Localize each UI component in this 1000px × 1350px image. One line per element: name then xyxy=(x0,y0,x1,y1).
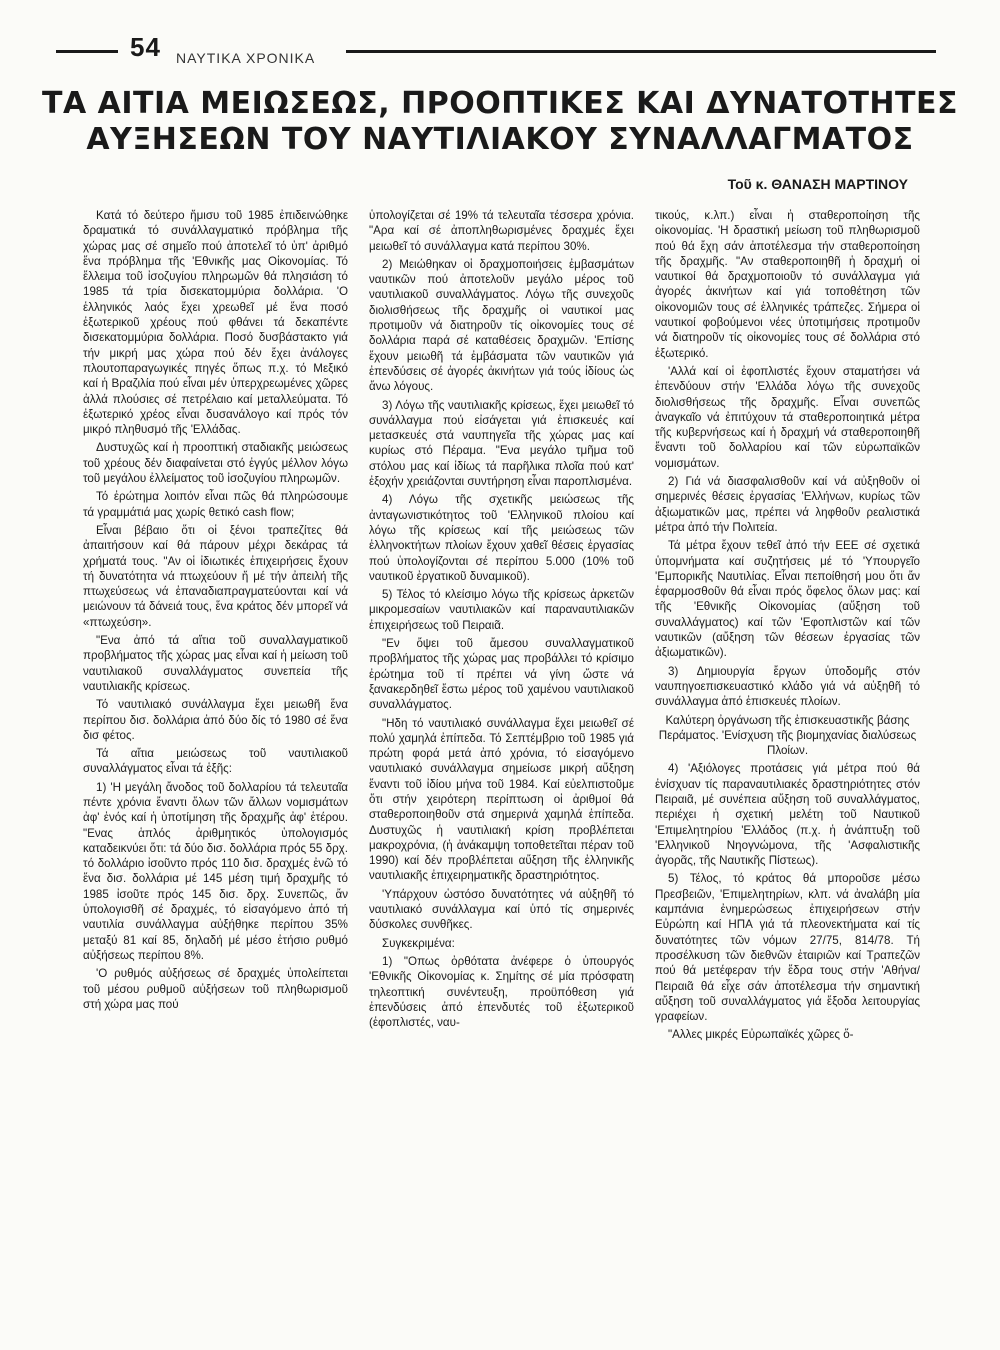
paragraph: Τό ναυτιλιακό συνάλλαγμα ἔχει μειωθῆ ἕνα περίπου δισ. δολλάρια ἀπό δύο δίς τό 1980 σέ ἕνα δισ φέτος. xyxy=(83,698,348,742)
paragraph: "Εν ὄψει τοῦ ἄμεσου συναλλαγματικοῦ προβλήματος τῆς χώρας μας προβάλλει τό κρίσιμο ἐρώτημα τοῦ τί πρέπει νά γίνη ὥστε νά ξανακερδηθεῖ ἔστω μέρος τοῦ χαμένου ναυτιλιακοῦ συναλλάγματος. xyxy=(369,637,634,712)
paragraph: 'Αλλά καί οἱ ἐφοπλιστές ἔχουν σταματήσει νά ἐπενδύουν στήν 'Ελλάδα λόγω τῆς συνεχοῦς διολισθήσεως τῆς δραχμῆς. Εἶναι συνεπῶς ἀναγκαῖο νά ἐπιτύχουν τά σταθεροποιητικά μέτρα τῆς κυβερνήσεως καί ἡ δραχμή νά σταθεροποιηθῆ ἔναντι τοῦ δολλαρίου καί τῶν εὐρωπαϊκῶν νομισμάτων. xyxy=(655,364,920,470)
paragraph: "Αλλες μικρές Εὐρωπαϊκές χῶρες ὅ- xyxy=(668,1028,854,1042)
header-rule-left xyxy=(56,50,118,53)
text-column-3 xyxy=(655,208,920,1333)
paragraph: 2) Γιά νά διασφαλισθοῦν καί νά αὐξηθοῦν οἱ σημερινές θέσεις ἐργασίας 'Ελλήνων, κυρίως τῶν ἀξιωματικῶν μας, πρέπει νά ληφθοῦν ρεαλιστικά μέτρα ἀπό τήν Πολιτεία. xyxy=(655,475,920,534)
paragraph: 1) "Οπως ὀρθότατα ἀνέφερε ὁ ὑπουργός 'Εθνικῆς Οἰκονομίας κ. Σημίτης σέ μία πρόσφατη τηλεοπτική συνέντευξη, προϋπόθεση γιά ἐπενδύσεις ἀπό ἐπενδυτές τοῦ ἐξωτερικοῦ (ἐφοπλιστές, ναυ- xyxy=(369,954,634,1030)
paragraph: "Ενα ἀπό τά αἴτια τοῦ συναλλαγματικοῦ προβλήματος τῆς χώρας μας εἶναι καί ἡ μείωση τοῦ ναυτιλιακοῦ συναλλάγματος συνεπεία τῆς ναυτιλιακῆς κρίσεως. xyxy=(83,634,348,693)
paragraph: ὑπολογίζεται σέ 19% τά τελευταῖα τέσσερα χρόνια. "Αρα καί σέ ἀποπληθωρισμένες δραχμές ἔχει μειωθεῖ τό συνάλλαγμα κατά περίπου 30%. xyxy=(369,209,634,253)
paragraph: 'Υπάρχουν ὡστόσο δυνατότητες νά αὐξηθῆ τό ναυτιλιακό συνάλλαγμα καί ὑπό τίς σημερινές δύσκολες συνθῆκες. xyxy=(369,887,634,932)
paragraph: Κατά τό δεύτερο ἥμισυ τοῦ 1985 ἐπιδεινώθηκε δραματικά τό συνάλλαγματικό πρόβλημα τῆς χώρας μας σέ σημεῖο πού ἀποτελεῖ τό ὑπ' ἀριθμό ἕνα πρόβλημα τῆς 'Εθνικῆς μας Οἰκονομίας. Τό ἔλλειμα τοῦ ἰσοζυγίου πληρωμῶν θά πλησιάση τό 1985 τά τρία δισεκατομμύρια δολλάρια. 'Ο ἑλληνικός λαός ἔχει χρεωθεῖ μέ ἕνα ποσό ἐξωτερικοῦ χρέους πού φθάνει τά δεκαπέντε δισεκατομμύρια δολλάρια. Ποσό δυσβάστακτο γιά τήν μικρή μας χώρα πού δέν ἔχει ἀνάλογες πλουτοπαραγωγικές πηγές ὅπως π.χ. τό Μεξικό καί ἡ Βραζιλία πού εἶναι μέν ὑπερχρεωμένες χῶρες ἀλλά πλούσιες σέ πετρέλαιο καί μεταλλεύματα. Τό ἐξωτερικό χρέος εἶναι δυσανάλογο καί πρός τόν μικρό πληθυσμό τῆς 'Ελλάδας. xyxy=(83,209,348,437)
paragraph: 4) 'Αξιόλογες προτάσεις γιά μέτρα πού θά ἐνίσχυαν τίς παραναυτιλιακές δραστηριότητες στόν Πειραιᾶ, μέ συνέπεια αὔξηση τοῦ συναλλάγματος, περιέχει ἡ σχετική μελέτη τοῦ Ναυτικοῦ 'Επιμελητηρίου 'Ελλάδος (π.χ. ἡ ἀνάπτυξη τοῦ 'Ελληνικοῦ Νηογνώμονα, τῆς 'Ασφαλιστικῆς ἀγορᾶς, τῆς Ναυτικῆς Πίστεως). xyxy=(655,762,920,868)
paragraph: 4) Λόγω τῆς σχετικῆς μειώσεως τῆς ἀνταγωνιστικότητος τοῦ 'Ελληνικοῦ πλοίου καί λόγω τῆς κρίσεως καί τῆς μειώσεως τῶν ἑλληνοκτήτων πλοίων ἔχουν χαθεῖ θέσεις ἐργασίας πού ὑπολογίζονται σέ περίπου 5.000 (10% τοῦ ναυτικοῦ ἐργατικοῦ δυναμικοῦ). xyxy=(369,493,634,583)
paragraph: Δυστυχῶς καί ἡ προοπτική σταδιακῆς μειώσεως τοῦ χρέους δέν διαφαίνεται στό ἐγγύς μέλλον λόγω τοῦ μεγάλου ἐλλείματος τοῦ ἰσοζυγίου πληρωμῶν. xyxy=(83,441,348,486)
paragraph: τικούς, κ.λπ.) εἶναι ἡ σταθεροποίηση τῆς οἰκονομίας. 'Η δραστική μείωση τοῦ πληθωρισμοῦ πού θά ἔχη σάν ἀποτέλεσμα τήν σταθεροποίηση τῆς δραχμῆς. "Αν σταθεροποιηθῆ ἡ δραχμή οἱ ναυτικοί θά δραχμοποιοῦν τό συνάλλαγμα γιά ἀγορές ἀκινήτων καί γιά τοποθέτηση τῶν οἰκονομιῶν τους σέ ἑλληνικές τράπεζες. Σήμερα οἱ ναυτικοί φοβούμενοι νέες ὑποτιμήσεις προτιμοῦν νά διατηροῦν τίς οἰκονομίες τους σέ δολλάρια στό ἐξωτερικό. xyxy=(655,209,920,360)
paragraph: 2) Μειώθηκαν οἱ δραχμοποιήσεις ἐμβασμάτων ναυτικῶν πού ἀποτελοῦν μεγάλο μέρος τοῦ ναυτιλιακοῦ συναλλάγματος. Λόγω τῆς συνεχοῦς διολισθήσεως τῆς δραχμῆς οἱ ναυτικοί μας προτιμοῦν νά διατηροῦν τίς οἰκονομίες τους σέ δολλάρια παρά σέ καταθέσεις δραχμῶν. 'Επίσης ἔχουν μειωθῆ τά ἐμβάσματα τῶν ναυτικῶν γιά ἐπενδύσεις σέ ἀγορές ἀκινήτων γιά τούς ἰδίους ὡς ἄνω λόγους. xyxy=(369,257,634,394)
magazine-name: ΝΑΥΤΙΚΑ ΧΡΟΝΙΚΑ xyxy=(176,50,316,66)
paragraph: 5) Τέλος, τό κράτος θά μποροῦσε μέσω Πρεσβειῶν, 'Επιμελητηρίων, κλπ. νά ἀναλάβη μία καμπάνια ἐνημερώσεως ἐπιχειρήσεων στήν Εὐρώπη καί ΗΠΑ γιά τά πλεονεκτήματα καί τίς δυνατότητες τῶν νόμων 27/75, 814/78. Τή προσέλκυση τῶν διεθνῶν ἑταιριῶν καί Τραπεζῶν πού θά μετέφεραν τήν ἕδρα τους στήν 'Αθήνα/ Πειραιᾶ θά εἶχε σάν ἀποτέλεσμα τήν σημαντική αὔξηση τοῦ συναλλάγματος γιά ἔξοδα λειτουργίας γραφείων. xyxy=(655,872,920,1024)
paragraph: 5) Τέλος τό κλείσιμο λόγω τῆς κρίσεως ἀρκετῶν μικρομεσαίων ναυτιλιακῶν καί παραναυτιλιακῶν ἐπιχειρήσεως τοῦ Πειραιᾶ. xyxy=(369,588,634,632)
header-rule-right xyxy=(346,50,936,53)
paragraph: "Ηδη τό ναυτιλιακό συνάλλαγμα ἔχει μειωθεῖ σέ πολύ χαμηλά ἐπίπεδα. Τό Σεπτέμβριο τοῦ 1985 γιά πρώτη φορά μετά ἀπό χρόνια, τό εἰσαγόμενο ναυτιλιακό συνάλλαγμα σημείωσε μικρή αὔξηση ἔναντι τοῦ ἰδίου μήνα τοῦ 1984. Καί εὐελπιστοῦμε ὅτι στήν χειρότερη περίπτωση οἱ ἀριθμοί θά σταθεροποιηθοῦν στά σημερινά χαμηλά ἐπίπεδα. Δυστυχῶς ἡ ναυτιλιακή κρίση προβλέπεται μακροχρόνια, (ἡ ἀνάκαμψη τοποθετεῖται πέραν τοῦ 1990) καί δέν προβλέπεται αὔξηση τῆς ἑλληνικῆς ναυτιλιακῆς ἐπιχειρηματικῆς δραστηριότητος. xyxy=(369,716,634,883)
text-column-2 xyxy=(369,208,634,1333)
paragraph: Τά μέτρα ἔχουν τεθεῖ ἀπό τήν ΕΕΕ σέ σχετικά ὑπομνήματα καί συζητήσεις μέ τό 'Υπουργεῖο 'Εμπορικῆς Ναυτιλίας. Εἶναι πεποίθησή μου ὅτι ἄν ἐφαρμοσθοῦν θά εἶναι πρός ὄφελος ὅλων μας: καί τῆς 'Εθνικῆς Οἰκονομίας (αὔξηση τοῦ συναλλάγματος) καί τῶν 'Εφοπλιστῶν καί τῶν ναυτικῶν (αὔξηση τῶν θέσεων ἐργασίας τῶν ἀξιωματικῶν). xyxy=(655,539,920,660)
text-column-1 xyxy=(83,208,348,1333)
article-title-line2: ΑΥΞΗΣΕΩΝ ΤΟΥ ΝΑΥΤΙΛΙΑΚΟΥ ΣΥΝΑΛΛΑΓΜΑΤΟΣ xyxy=(86,122,914,157)
paragraph: Τό ἐρώτημα λοιπόν εἶναι πῶς θά πληρώσουμε τά γραμμάτιά μας χωρίς θετικό cash flow; xyxy=(83,490,348,519)
paragraph: 3) Δημιουργία ἔργων ὑποδομῆς στόν ναυπηγοεπισκευαστικό κλάδο γιά νά αὐξηθῆ τό συνάλλαγμα ἀπό ἐπισκευές πλοίων. xyxy=(655,664,920,709)
paragraph: 'Ο ρυθμός αὐξήσεως σέ δραχμές ὑπολείπεται τοῦ μέσου ρυθμοῦ αὐξήσεων τοῦ πληθωρισμοῦ στή χώρα μας πού xyxy=(83,967,348,1011)
article-body xyxy=(83,208,920,1333)
paragraph: 3) Λόγω τῆς ναυτιλιακῆς κρίσεως, ἔχει μειωθεῖ τό συνάλλαγμα πού εἰσάγεται γιά ἐπισκευές καί μετασκευές στά ναυπηγεῖα τῆς χώρας μας καί κυρίως στό Πέραμα. "Ενα μεγάλο τμῆμα τοῦ στόλου μας καί ἰδίως τά παρῆλικα πλοῖα πού κατ' ἐξοχήν χρειάζονται συντήρηση εἶναι παροπλισμένα. xyxy=(369,398,634,489)
article-byline: Τοῦ κ. ΘΑΝΑΣΗ ΜΑΡΤΙΝΟΥ xyxy=(727,176,908,192)
paragraph: Τά αἴτια μειώσεως τοῦ ναυτιλιακοῦ συναλλάγματος εἶναι τά ἑξῆς: xyxy=(83,747,348,776)
paragraph: Εἶναι βέβαιο ὅτι οἱ ξένοι τραπεζίτες θά ἀπαιτήσουν καί θά πάρουν μέχρι δεκάρας τά χρήματά τους. "Αν οἱ ἰδιωτικές ἐπιχειρήσεις ἔχουν τή δυνατότητα νά πτωχεύουν ἤ μέ τήν ἀπειλή τῆς πτωχεύσεως νά ἐπαναδιαπραγματεύονται καί νά μειώνουν τά δάνειά τους, ἕνα κράτος δέν μπορεῖ νά «πτωχεύση». xyxy=(83,523,348,629)
article-title xyxy=(40,86,960,158)
paragraph: 1) 'Η μεγάλη ἄνοδος τοῦ δολλαρίου τά τελευταῖα πέντε χρόνια ἔναντι ὅλων τῶν ἄλλων νομισμάτων ἀφ' ἑνός καί ἡ ὑποτίμηση τῆς δραχμῆς ἀφ' ἑτέρου. "Ενας ἁπλός ἀριθμητικός ὑπολογισμός καταδεικνύει ὅτι: τά δύο δισ. δολλάρια πρός 55 δρχ. τό δολλάριο ἰσοῦντο πρός 110 δισ. δραχμές ἐνῶ τό ἕνα δισ. δολλάρια μέ 145 μέση τιμή δραχμῆς τό 1985 ἰσοῦτε πρός 145 δισ. δρχ. Συνεπῶς, ἄν ὑπολογισθῆ σέ δραχμές, τό εἰσαγόμενο ἀπό τή ναυτιλία συνάλλαγμα αὐξήθηκε περίπου 35% μεταξύ 81 καί 85, δηλαδή μέ μέσο ἐτήσιο ρυθμό αὐξήσεως περίπου 8%. xyxy=(83,780,348,962)
page-number: 54 xyxy=(130,32,161,62)
article-title-line1: ΤΑ ΑΙΤΙΑ ΜΕΙΩΣΕΩΣ, ΠΡΟΟΠΤΙΚΕΣ ΚΑΙ ΔΥΝΑΤΟΤΗΤΕΣ xyxy=(42,86,958,121)
page-header xyxy=(56,32,936,68)
paragraph: Συγκεκριμένα: xyxy=(382,936,455,950)
paragraph: Καλύτερη ὀργάνωση τῆς ἐπισκευαστικῆς βάσης Περάματος. 'Ενίσχυση τῆς βιομηχανίας διαλύσεως Πλοίων. xyxy=(658,713,917,758)
